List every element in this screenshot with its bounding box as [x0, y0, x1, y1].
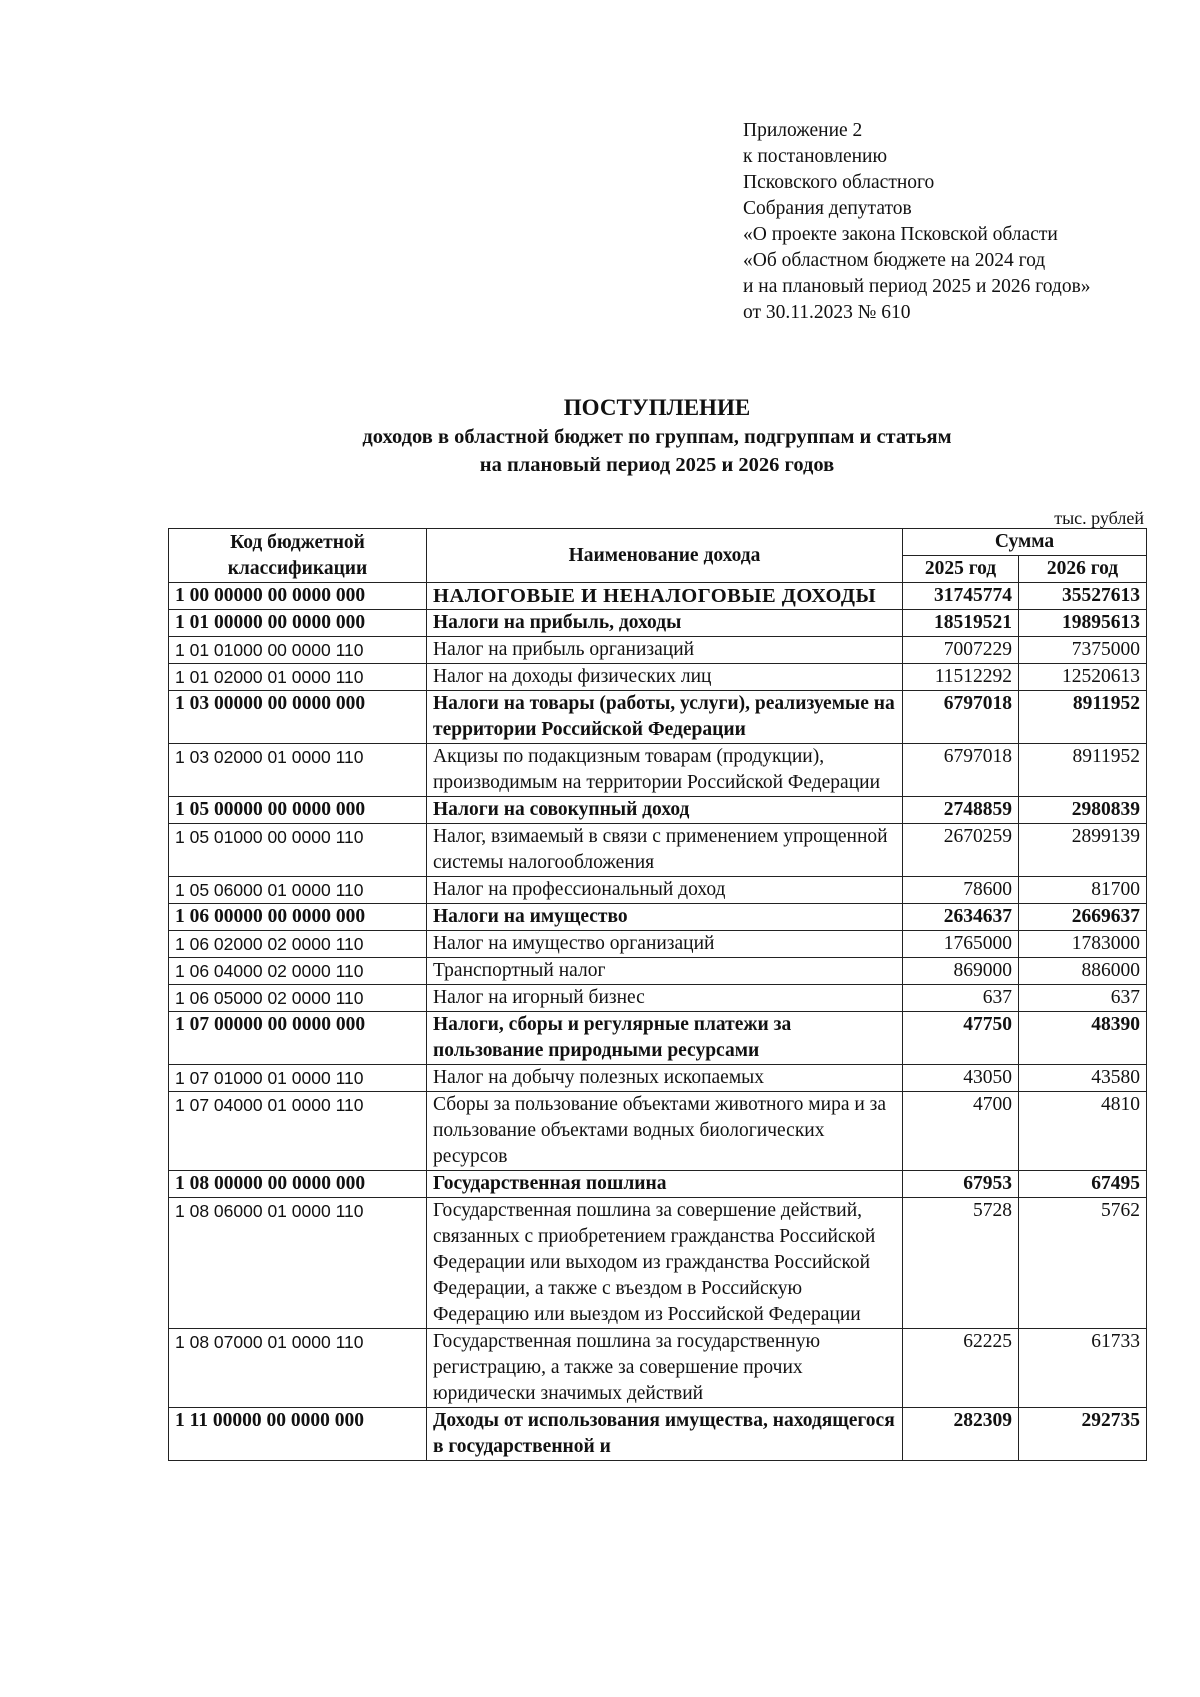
cell-name: Налог на игорный бизнес: [427, 985, 903, 1012]
cell-code: 1 08 06000 01 0000 110: [169, 1198, 427, 1329]
cell-2025: 4700: [903, 1092, 1019, 1171]
appendix-line: Приложение 2: [743, 120, 863, 141]
cell-name: Доходы от использования имущества, находящегося в государственной и: [427, 1408, 903, 1461]
cell-code: 1 00 00000 00 0000 000: [169, 583, 427, 610]
cell-name: Государственная пошлина за государственную регистрацию, а также за совершение прочих юридически значимых действий: [427, 1329, 903, 1408]
table-row: [169, 985, 1147, 1012]
cell-2026: 35527613: [1019, 583, 1147, 610]
table-row: [169, 1012, 1147, 1065]
appendix-line: «О проекте закона Псковской области: [743, 224, 1058, 245]
cell-code: 1 06 05000 02 0000 110: [169, 985, 427, 1012]
cell-code: 1 07 00000 00 0000 000: [169, 1012, 427, 1065]
cell-name: Государственная пошлина за совершение действий, связанных с приобретением гражданства Российской Федерации или выходом из гражданства Российской Федерации, а также с въездом в Российскую Федерацию или выездом из Российской Федерации: [427, 1198, 903, 1329]
cell-2026: 2669637: [1019, 904, 1147, 931]
cell-2026: 1783000: [1019, 931, 1147, 958]
cell-2025: 282309: [903, 1408, 1019, 1461]
cell-2026: 2899139: [1019, 824, 1147, 877]
cell-2026: 61733: [1019, 1329, 1147, 1408]
cell-code: 1 01 01000 00 0000 110: [169, 637, 427, 664]
cell-2026: 5762: [1019, 1198, 1147, 1329]
cell-2026: 8911952: [1019, 691, 1147, 744]
cell-code: 1 07 04000 01 0000 110: [169, 1092, 427, 1171]
table-body: [169, 583, 1147, 1461]
title-subtitle-line-1: доходов в областной бюджет по группам, подгруппам и статьям: [362, 426, 952, 448]
title-main: ПОСТУПЛЕНИЕ: [563, 395, 751, 420]
cell-name: Налог на добычу полезных ископаемых: [427, 1065, 903, 1092]
table-row: [169, 797, 1147, 824]
cell-2025: 869000: [903, 958, 1019, 985]
cell-2026: 67495: [1019, 1171, 1147, 1198]
cell-2025: 78600: [903, 877, 1019, 904]
cell-name: Налог, взимаемый в связи с применением упрощенной системы налогообложения: [427, 824, 903, 877]
cell-2025: 637: [903, 985, 1019, 1012]
header-year-2026: 2026 год: [1019, 556, 1147, 583]
cell-2025: 11512292: [903, 664, 1019, 691]
cell-code: 1 01 02000 01 0000 110: [169, 664, 427, 691]
table-row: [169, 637, 1147, 664]
header-sum: Сумма: [903, 529, 1147, 556]
cell-2025: 31745774: [903, 583, 1019, 610]
cell-code: 1 05 06000 01 0000 110: [169, 877, 427, 904]
table-row: [169, 931, 1147, 958]
cell-2026: 637: [1019, 985, 1147, 1012]
appendix-line: Собрания депутатов: [743, 198, 912, 219]
cell-name: НАЛОГОВЫЕ И НЕНАЛОГОВЫЕ ДОХОДЫ: [427, 583, 903, 610]
appendix-line: от 30.11.2023 № 610: [743, 302, 911, 323]
table-row: [169, 824, 1147, 877]
cell-2025: 47750: [903, 1012, 1019, 1065]
table-row: [169, 583, 1147, 610]
cell-2026: 12520613: [1019, 664, 1147, 691]
table-row: [169, 664, 1147, 691]
cell-name: Налог на доходы физических лиц: [427, 664, 903, 691]
cell-2026: 43580: [1019, 1065, 1147, 1092]
title-subtitle-line-2: на плановый период 2025 и 2026 годов: [479, 454, 835, 476]
cell-name: Государственная пошлина: [427, 1171, 903, 1198]
cell-2025: 67953: [903, 1171, 1019, 1198]
cell-name: Налоги на имущество: [427, 904, 903, 931]
cell-2025: 7007229: [903, 637, 1019, 664]
cell-code: 1 07 01000 01 0000 110: [169, 1065, 427, 1092]
header-name: Наименование дохода: [427, 529, 903, 583]
cell-2025: 1765000: [903, 931, 1019, 958]
units-label: тыс. рублей: [1054, 508, 1144, 528]
cell-code: 1 05 00000 00 0000 000: [169, 797, 427, 824]
cell-2025: 5728: [903, 1198, 1019, 1329]
table-row: [169, 1171, 1147, 1198]
cell-2026: 886000: [1019, 958, 1147, 985]
cell-2025: 2748859: [903, 797, 1019, 824]
cell-name: Налоги, сборы и регулярные платежи за пользование природными ресурсами: [427, 1012, 903, 1065]
cell-2025: 43050: [903, 1065, 1019, 1092]
appendix-block: [743, 118, 1091, 326]
cell-2026: 4810: [1019, 1092, 1147, 1171]
cell-name: Налоги на прибыль, доходы: [427, 610, 903, 637]
cell-2025: 2634637: [903, 904, 1019, 931]
cell-code: 1 06 04000 02 0000 110: [169, 958, 427, 985]
cell-2025: 2670259: [903, 824, 1019, 877]
cell-2026: 292735: [1019, 1408, 1147, 1461]
cell-code: 1 08 00000 00 0000 000: [169, 1171, 427, 1198]
cell-name: Налог на профессиональный доход: [427, 877, 903, 904]
cell-name: Налоги на товары (работы, услуги), реализуемые на территории Российской Федерации: [427, 691, 903, 744]
cell-2026: 81700: [1019, 877, 1147, 904]
cell-code: 1 06 02000 02 0000 110: [169, 931, 427, 958]
table-row: [169, 877, 1147, 904]
cell-name: Сборы за пользование объектами животного мира и за пользование объектами водных биологических ресурсов: [427, 1092, 903, 1171]
cell-2026: 48390: [1019, 1012, 1147, 1065]
cell-code: 1 08 07000 01 0000 110: [169, 1329, 427, 1408]
cell-name: Налог на имущество организаций: [427, 931, 903, 958]
table-row: [169, 1329, 1147, 1408]
table-row: [169, 1065, 1147, 1092]
cell-2026: 19895613: [1019, 610, 1147, 637]
cell-2026: 8911952: [1019, 744, 1147, 797]
cell-code: 1 01 00000 00 0000 000: [169, 610, 427, 637]
appendix-line: Псковского областного: [743, 172, 935, 193]
cell-code: 1 06 00000 00 0000 000: [169, 904, 427, 931]
document-title: [168, 393, 1146, 479]
cell-2025: 6797018: [903, 691, 1019, 744]
cell-name: Налог на прибыль организаций: [427, 637, 903, 664]
header-code: Код бюджетной классификации: [169, 529, 427, 583]
table-row: [169, 691, 1147, 744]
table-row: [169, 958, 1147, 985]
cell-code: 1 03 00000 00 0000 000: [169, 691, 427, 744]
cell-2026: 2980839: [1019, 797, 1147, 824]
header-row: [169, 529, 1147, 556]
appendix-line: к постановлению: [743, 146, 888, 167]
table-row: [169, 1198, 1147, 1329]
cell-code: 1 03 02000 01 0000 110: [169, 744, 427, 797]
cell-name: Транспортный налог: [427, 958, 903, 985]
cell-2025: 18519521: [903, 610, 1019, 637]
income-table: [168, 528, 1147, 1461]
cell-2025: 62225: [903, 1329, 1019, 1408]
table-row: [169, 744, 1147, 797]
table-row: [169, 1408, 1147, 1461]
cell-2025: 6797018: [903, 744, 1019, 797]
table-row: [169, 1092, 1147, 1171]
appendix-line: «Об областном бюджете на 2024 год: [743, 250, 1046, 271]
cell-2026: 7375000: [1019, 637, 1147, 664]
appendix-line: и на плановый период 2025 и 2026 годов»: [743, 276, 1091, 297]
cell-code: 1 05 01000 00 0000 110: [169, 824, 427, 877]
cell-name: Акцизы по подакцизным товарам (продукции), производимым на территории Российской Федерации: [427, 744, 903, 797]
table-row: [169, 904, 1147, 931]
table-row: [169, 610, 1147, 637]
header-year-2025: 2025 год: [903, 556, 1019, 583]
cell-name: Налоги на совокупный доход: [427, 797, 903, 824]
cell-code: 1 11 00000 00 0000 000: [169, 1408, 427, 1461]
